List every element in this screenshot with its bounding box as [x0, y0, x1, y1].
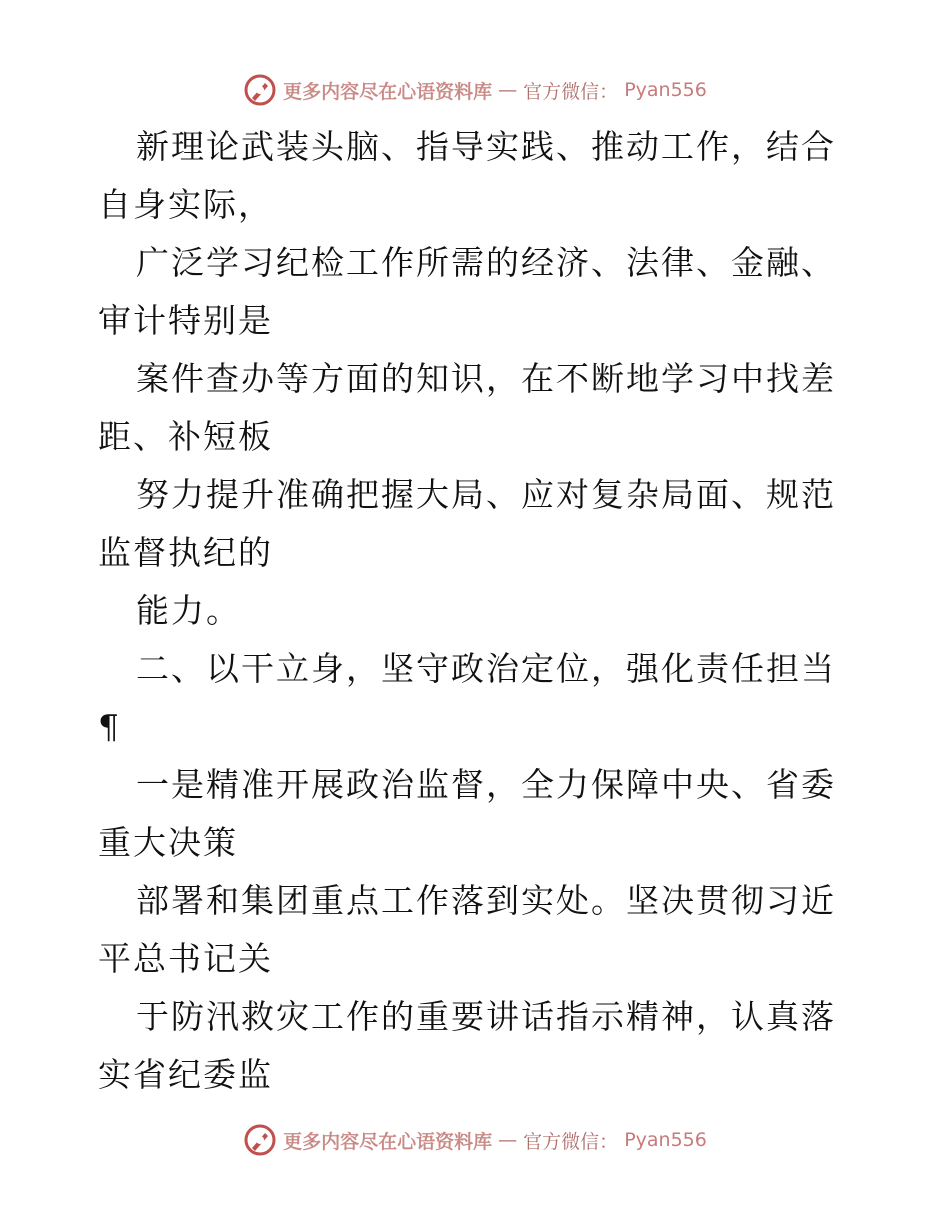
- pen-logo-icon: [243, 1123, 277, 1157]
- footer-watermark: [0, 1120, 950, 1160]
- section-heading: 二、以干立身，坚守政治定位，强化责任担当¶: [98, 649, 836, 746]
- paragraph-1: 新理论武装头脑、指导实践、推动工作，结合自身实际，: [98, 127, 836, 224]
- watermark-wechat-id: Pyan556: [624, 79, 707, 101]
- watermark-wechat-id: Pyan556: [624, 1129, 707, 1151]
- watermark-text: 更多内容尽在心语资料库: [283, 1130, 493, 1153]
- header-watermark: [0, 70, 950, 110]
- watermark-dash: —: [498, 1129, 518, 1151]
- paragraph-5: 能力。: [136, 591, 241, 630]
- paragraph-8: 于防汛救灾工作的重要讲话指示精神，认真落实省纪委监: [98, 997, 836, 1094]
- paragraph-7: 部署和集团重点工作落到实处。坚决贯彻习近平总书记关: [98, 881, 836, 978]
- pen-logo-icon: [243, 73, 277, 107]
- paragraph-2: 广泛学习纪检工作所需的经济、法律、金融、审计特别是: [98, 243, 836, 340]
- watermark-wechat-label: 官方微信：: [523, 1130, 619, 1153]
- watermark-dash: —: [498, 79, 518, 101]
- document-body: [98, 118, 858, 1104]
- paragraph-4: 努力提升准确把握大局、应对复杂局面、规范监督执纪的: [98, 475, 836, 572]
- paragraph-3: 案件查办等方面的知识，在不断地学习中找差距、补短板: [98, 359, 836, 456]
- watermark-wechat-label: 官方微信：: [523, 80, 619, 103]
- paragraph-6: 一是精准开展政治监督，全力保障中央、省委重大决策: [98, 765, 836, 862]
- watermark-text: 更多内容尽在心语资料库: [283, 80, 493, 103]
